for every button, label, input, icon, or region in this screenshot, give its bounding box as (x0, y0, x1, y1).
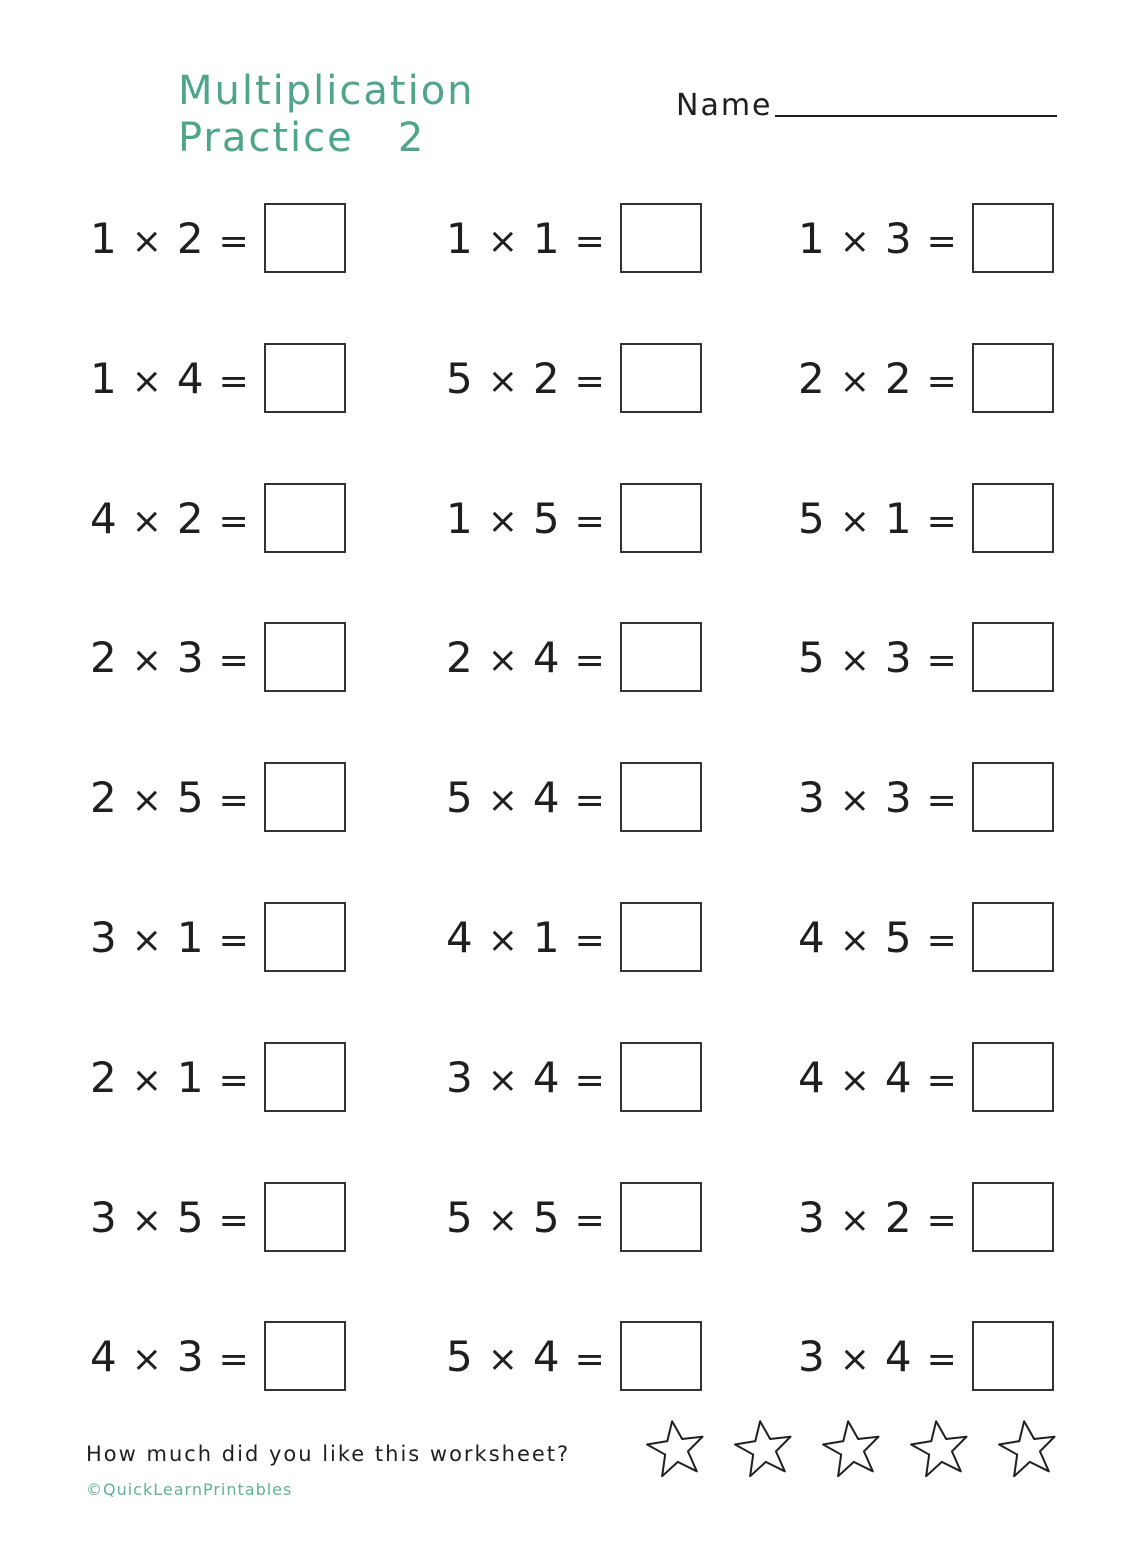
equals-sign: = (926, 640, 958, 681)
factor-b: 3 (884, 773, 913, 822)
star-icon[interactable] (645, 1418, 707, 1480)
factor-a: 3 (798, 1332, 826, 1381)
factor-a: 4 (798, 913, 826, 962)
factor-b: 5 (176, 1193, 205, 1242)
factor-b: 1 (532, 214, 561, 263)
factor-a: 2 (798, 354, 826, 403)
problem-expression (446, 1042, 620, 1114)
answer-box[interactable] (972, 483, 1054, 553)
equals-sign: = (926, 221, 958, 262)
times-sign: × (839, 780, 871, 821)
problem-expression (446, 483, 620, 555)
problem-expression (90, 762, 264, 834)
factor-a: 4 (90, 494, 118, 543)
times-sign: × (131, 920, 163, 961)
problem-expression (798, 483, 972, 555)
times-sign: × (487, 780, 519, 821)
factor-a: 3 (90, 1193, 118, 1242)
equals-sign: = (926, 780, 958, 821)
equals-sign: = (574, 640, 606, 681)
factor-b: 3 (176, 633, 205, 682)
problem-expression (90, 343, 264, 415)
equals-sign: = (218, 1339, 250, 1380)
times-sign: × (839, 1060, 871, 1101)
times-sign: × (487, 640, 519, 681)
equals-sign: = (218, 920, 250, 961)
answer-box[interactable] (264, 1182, 346, 1252)
equals-sign: = (926, 1060, 958, 1101)
answer-box[interactable] (620, 762, 702, 832)
factor-a: 2 (90, 633, 118, 682)
problem-expression (798, 902, 972, 974)
star-icon[interactable] (997, 1418, 1059, 1480)
answer-box[interactable] (620, 483, 702, 553)
equals-sign: = (574, 501, 606, 542)
factor-a: 5 (798, 494, 826, 543)
equals-sign: = (574, 780, 606, 821)
factor-a: 2 (90, 773, 118, 822)
equals-sign: = (574, 1339, 606, 1380)
times-sign: × (839, 1200, 871, 1241)
factor-a: 4 (90, 1332, 118, 1381)
factor-a: 3 (798, 773, 826, 822)
times-sign: × (131, 1200, 163, 1241)
factor-b: 5 (532, 494, 561, 543)
factor-b: 2 (176, 494, 205, 543)
problem-expression (446, 622, 620, 694)
factor-b: 4 (884, 1332, 913, 1381)
equals-sign: = (574, 221, 606, 262)
times-sign: × (487, 361, 519, 402)
problem-expression (798, 1182, 972, 1254)
answer-box[interactable] (264, 762, 346, 832)
answer-box[interactable] (264, 622, 346, 692)
times-sign: × (131, 640, 163, 681)
times-sign: × (839, 1339, 871, 1380)
answer-box[interactable] (620, 622, 702, 692)
name-label: Name (676, 88, 773, 123)
factor-a: 3 (446, 1053, 474, 1102)
times-sign: × (839, 640, 871, 681)
times-sign: × (487, 1339, 519, 1380)
problem-expression (798, 622, 972, 694)
star-icon[interactable] (733, 1418, 795, 1480)
factor-b: 5 (884, 913, 913, 962)
answer-box[interactable] (264, 483, 346, 553)
problem-expression (446, 1321, 620, 1393)
equals-sign: = (574, 1060, 606, 1101)
times-sign: × (131, 1339, 163, 1380)
equals-sign: = (574, 1200, 606, 1241)
factor-b: 2 (884, 354, 913, 403)
factor-b: 4 (884, 1053, 913, 1102)
equals-sign: = (574, 920, 606, 961)
equals-sign: = (218, 221, 250, 262)
factor-a: 1 (446, 494, 474, 543)
answer-box[interactable] (620, 1321, 702, 1391)
problem-expression (446, 1182, 620, 1254)
answer-box[interactable] (620, 902, 702, 972)
answer-box[interactable] (620, 1042, 702, 1112)
answer-box[interactable] (264, 203, 346, 273)
factor-a: 3 (90, 913, 118, 962)
factor-a: 4 (798, 1053, 826, 1102)
problem-expression (90, 1321, 264, 1393)
star-icon[interactable] (909, 1418, 971, 1480)
answer-box[interactable] (264, 1321, 346, 1391)
factor-a: 5 (446, 354, 474, 403)
answer-box[interactable] (620, 1182, 702, 1252)
factor-b: 3 (884, 633, 913, 682)
equals-sign: = (926, 1200, 958, 1241)
factor-a: 5 (446, 1193, 474, 1242)
factor-b: 3 (176, 1332, 205, 1381)
factor-a: 1 (446, 214, 474, 263)
factor-a: 1 (90, 214, 118, 263)
equals-sign: = (218, 361, 250, 402)
equals-sign: = (926, 1339, 958, 1380)
title-line-1: Multiplication (178, 68, 475, 114)
problem-expression (90, 203, 264, 275)
factor-b: 2 (176, 214, 205, 263)
problem-expression (446, 902, 620, 974)
rating-question: How much did you like this worksheet? (86, 1442, 571, 1466)
factor-a: 5 (798, 633, 826, 682)
answer-box[interactable] (972, 1321, 1054, 1391)
answer-box[interactable] (264, 902, 346, 972)
factor-b: 2 (532, 354, 561, 403)
title-line-2: Practice 2 (178, 115, 426, 161)
times-sign: × (131, 361, 163, 402)
problem-expression (798, 203, 972, 275)
equals-sign: = (218, 1060, 250, 1101)
problem-expression (446, 762, 620, 834)
factor-b: 4 (176, 354, 205, 403)
times-sign: × (487, 1060, 519, 1101)
factor-b: 1 (532, 913, 561, 962)
times-sign: × (487, 920, 519, 961)
answer-box[interactable] (972, 343, 1054, 413)
factor-b: 1 (176, 1053, 205, 1102)
problem-expression (446, 343, 620, 415)
times-sign: × (131, 501, 163, 542)
factor-b: 5 (176, 773, 205, 822)
times-sign: × (839, 361, 871, 402)
factor-b: 1 (176, 913, 205, 962)
factor-b: 4 (532, 1332, 561, 1381)
equals-sign: = (218, 1200, 250, 1241)
factor-b: 4 (532, 1053, 561, 1102)
factor-b: 1 (884, 494, 913, 543)
factor-a: 2 (90, 1053, 118, 1102)
times-sign: × (487, 1200, 519, 1241)
factor-a: 2 (446, 633, 474, 682)
answer-box[interactable] (972, 1042, 1054, 1112)
times-sign: × (131, 221, 163, 262)
problem-expression (90, 483, 264, 555)
answer-box[interactable] (972, 203, 1054, 273)
problem-expression (90, 902, 264, 974)
answer-box[interactable] (620, 203, 702, 273)
factor-a: 4 (446, 913, 474, 962)
times-sign: × (487, 501, 519, 542)
answer-box[interactable] (264, 1042, 346, 1112)
times-sign: × (839, 920, 871, 961)
times-sign: × (131, 780, 163, 821)
factor-a: 5 (446, 773, 474, 822)
rating-stars (645, 1418, 1059, 1480)
answer-box[interactable] (264, 343, 346, 413)
answer-box[interactable] (972, 902, 1054, 972)
factor-b: 5 (532, 1193, 561, 1242)
star-icon[interactable] (821, 1418, 883, 1480)
problem-expression (798, 343, 972, 415)
factor-b: 2 (884, 1193, 913, 1242)
answer-box[interactable] (620, 343, 702, 413)
equals-sign: = (926, 501, 958, 542)
equals-sign: = (926, 361, 958, 402)
factor-a: 5 (446, 1332, 474, 1381)
equals-sign: = (218, 640, 250, 681)
problem-expression (798, 762, 972, 834)
times-sign: × (131, 1060, 163, 1101)
equals-sign: = (218, 501, 250, 542)
answer-box[interactable] (972, 762, 1054, 832)
factor-b: 4 (532, 773, 561, 822)
times-sign: × (487, 221, 519, 262)
problem-expression (446, 203, 620, 275)
equals-sign: = (218, 780, 250, 821)
problem-expression (90, 1042, 264, 1114)
equals-sign: = (574, 361, 606, 402)
copyright-text: ©QuickLearnPrintables (86, 1480, 293, 1499)
problem-expression (90, 622, 264, 694)
problem-expression (798, 1321, 972, 1393)
times-sign: × (839, 501, 871, 542)
factor-a: 1 (798, 214, 826, 263)
factor-a: 1 (90, 354, 118, 403)
answer-box[interactable] (972, 1182, 1054, 1252)
equals-sign: = (926, 920, 958, 961)
problem-expression (90, 1182, 264, 1254)
problem-expression (798, 1042, 972, 1114)
factor-b: 4 (532, 633, 561, 682)
answer-box[interactable] (972, 622, 1054, 692)
factor-b: 3 (884, 214, 913, 263)
factor-a: 3 (798, 1193, 826, 1242)
times-sign: × (839, 221, 871, 262)
